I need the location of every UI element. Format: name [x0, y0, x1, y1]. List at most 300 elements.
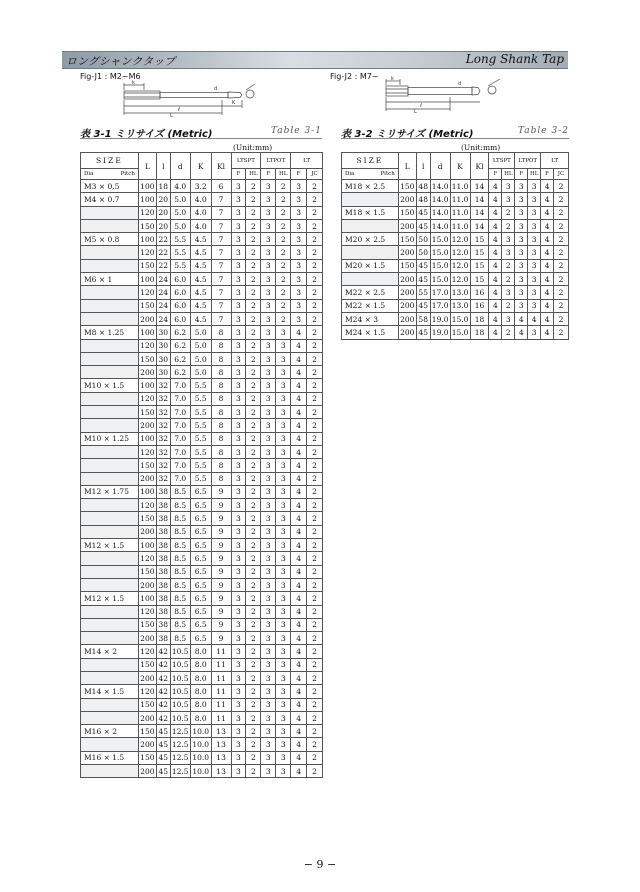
- value-cell: 7: [211, 219, 231, 232]
- value-cell: 4: [291, 419, 307, 432]
- value-cell: 3: [261, 725, 276, 738]
- table2-body: [342, 180, 569, 340]
- value-cell: 2: [276, 219, 291, 232]
- value-cell: 3: [261, 286, 276, 299]
- table-row: [342, 219, 569, 232]
- value-cell: 6.5: [190, 512, 211, 525]
- value-cell: 3: [502, 246, 515, 259]
- value-cell: 4: [291, 565, 307, 578]
- value-cell: 11.0: [450, 193, 470, 206]
- size-cell: M6 × 1: [81, 273, 139, 286]
- value-cell: 42: [156, 671, 170, 684]
- value-cell: 8.0: [190, 658, 211, 671]
- value-cell: 2: [307, 578, 323, 591]
- value-cell: 3: [291, 180, 307, 193]
- value-cell: 3: [528, 246, 541, 259]
- col-l-header: l: [156, 153, 170, 180]
- value-cell: 3: [502, 193, 515, 206]
- table-row: [81, 339, 323, 352]
- value-cell: 3: [276, 432, 291, 445]
- value-cell: 120: [138, 339, 156, 352]
- value-cell: 32: [156, 419, 170, 432]
- size-cell: [81, 445, 139, 458]
- value-cell: 5.5: [170, 246, 190, 259]
- value-cell: 10.0: [190, 751, 211, 764]
- value-cell: 6.2: [170, 339, 190, 352]
- value-cell: 3: [276, 339, 291, 352]
- value-cell: 2: [307, 499, 323, 512]
- value-cell: 32: [156, 472, 170, 485]
- value-cell: 3: [276, 485, 291, 498]
- value-cell: 2: [307, 539, 323, 552]
- col-dia-pitch-header: [81, 169, 139, 180]
- value-cell: 2: [554, 326, 569, 339]
- value-cell: 7: [211, 193, 231, 206]
- value-cell: 200: [138, 419, 156, 432]
- value-cell: 3: [528, 286, 541, 299]
- value-cell: 2: [307, 286, 323, 299]
- value-cell: 45: [416, 273, 430, 286]
- value-cell: 8: [211, 366, 231, 379]
- value-cell: 2: [307, 751, 323, 764]
- value-cell: 3: [261, 312, 276, 325]
- value-cell: 3: [261, 339, 276, 352]
- value-cell: 3: [231, 246, 246, 259]
- size-cell: [81, 219, 139, 232]
- value-cell: 4: [291, 339, 307, 352]
- table-row: [81, 206, 323, 219]
- value-cell: 9: [211, 552, 231, 565]
- value-cell: 2: [276, 259, 291, 272]
- col-group-lt: LT: [291, 153, 323, 169]
- value-cell: 22: [156, 233, 170, 246]
- col-l-header: l: [416, 153, 430, 180]
- value-cell: 3: [261, 419, 276, 432]
- value-cell: 11.0: [450, 219, 470, 232]
- size-cell: M20 × 1.5: [342, 259, 399, 272]
- value-cell: 2: [502, 219, 515, 232]
- value-cell: 2: [276, 206, 291, 219]
- value-cell: 2: [554, 286, 569, 299]
- table-row: [81, 539, 323, 552]
- value-cell: 2: [276, 193, 291, 206]
- value-cell: 4: [291, 525, 307, 538]
- value-cell: 2: [246, 685, 261, 698]
- value-cell: 3: [291, 299, 307, 312]
- value-cell: 3: [528, 273, 541, 286]
- size-cell: M24 × 1.5: [342, 326, 399, 339]
- table-row: [81, 671, 323, 684]
- value-cell: 2: [246, 193, 261, 206]
- value-cell: 200: [398, 246, 416, 259]
- value-cell: 3: [515, 259, 528, 272]
- value-cell: 8: [211, 459, 231, 472]
- value-cell: 4: [489, 233, 502, 246]
- value-cell: 10.5: [170, 685, 190, 698]
- value-cell: 150: [138, 698, 156, 711]
- value-cell: 3: [515, 219, 528, 232]
- value-cell: 4: [291, 632, 307, 645]
- value-cell: 2: [246, 552, 261, 565]
- size-cell: M12 × 1.5: [81, 592, 139, 605]
- value-cell: 3: [276, 578, 291, 591]
- value-cell: 14: [470, 180, 489, 193]
- value-cell: 8.5: [170, 632, 190, 645]
- value-cell: 20: [156, 206, 170, 219]
- value-cell: 200: [398, 219, 416, 232]
- value-cell: 13.0: [450, 299, 470, 312]
- table-row: [81, 605, 323, 618]
- value-cell: 2: [554, 312, 569, 325]
- value-cell: 7: [211, 206, 231, 219]
- value-cell: 2: [246, 539, 261, 552]
- value-cell: 14: [470, 193, 489, 206]
- value-cell: 2: [307, 512, 323, 525]
- value-cell: 3: [231, 379, 246, 392]
- value-cell: 2: [276, 312, 291, 325]
- value-cell: 150: [138, 565, 156, 578]
- value-cell: 2: [246, 485, 261, 498]
- value-cell: 200: [398, 326, 416, 339]
- value-cell: 6.5: [190, 525, 211, 538]
- value-cell: 4: [291, 326, 307, 339]
- value-cell: 5.0: [170, 219, 190, 232]
- table-row: [81, 406, 323, 419]
- value-cell: 2: [246, 246, 261, 259]
- pitch-label: Pitch: [120, 171, 135, 177]
- value-cell: 200: [138, 711, 156, 724]
- value-cell: 100: [138, 539, 156, 552]
- size-cell: [81, 738, 139, 751]
- value-cell: 5.5: [190, 392, 211, 405]
- size-cell: M20 × 2.5: [342, 233, 399, 246]
- value-cell: 4: [291, 671, 307, 684]
- value-cell: 38: [156, 632, 170, 645]
- value-cell: 13: [211, 738, 231, 751]
- value-cell: 100: [138, 193, 156, 206]
- value-cell: 5.0: [170, 206, 190, 219]
- table2: [341, 152, 569, 340]
- value-cell: 3: [231, 671, 246, 684]
- dia-label: Dia: [345, 171, 355, 177]
- value-cell: 2: [307, 406, 323, 419]
- value-cell: 2: [307, 765, 323, 778]
- table-row: [342, 259, 569, 272]
- value-cell: 2: [307, 618, 323, 631]
- table-row: [81, 565, 323, 578]
- value-cell: 3: [261, 379, 276, 392]
- value-cell: 3: [276, 419, 291, 432]
- value-cell: 7.0: [170, 472, 190, 485]
- value-cell: 3: [231, 472, 246, 485]
- value-cell: 2: [307, 419, 323, 432]
- value-cell: 200: [138, 472, 156, 485]
- value-cell: 2: [246, 366, 261, 379]
- value-cell: 45: [156, 725, 170, 738]
- value-cell: 3: [231, 352, 246, 365]
- value-cell: 32: [156, 445, 170, 458]
- value-cell: 16: [470, 299, 489, 312]
- value-cell: 3: [502, 233, 515, 246]
- value-cell: 20: [156, 193, 170, 206]
- size-cell: M14 × 2: [81, 645, 139, 658]
- value-cell: 3: [261, 259, 276, 272]
- value-cell: 3: [276, 738, 291, 751]
- table-row: [81, 499, 323, 512]
- value-cell: 3: [231, 193, 246, 206]
- table-row: [81, 685, 323, 698]
- col-F2-header: F: [261, 169, 276, 180]
- value-cell: 200: [138, 312, 156, 325]
- value-cell: 15: [470, 259, 489, 272]
- value-cell: 2: [554, 193, 569, 206]
- value-cell: 3: [528, 193, 541, 206]
- value-cell: 6: [211, 180, 231, 193]
- value-cell: 32: [156, 379, 170, 392]
- value-cell: 200: [138, 671, 156, 684]
- col-F1-header: F: [489, 169, 502, 180]
- value-cell: 2: [246, 286, 261, 299]
- value-cell: 3: [276, 698, 291, 711]
- value-cell: 2: [246, 499, 261, 512]
- size-cell: M5 × 0.8: [81, 233, 139, 246]
- table-row: [81, 432, 323, 445]
- value-cell: 4.5: [190, 259, 211, 272]
- value-cell: 50: [416, 233, 430, 246]
- value-cell: 3: [231, 286, 246, 299]
- value-cell: 200: [138, 765, 156, 778]
- value-cell: 8: [211, 339, 231, 352]
- value-cell: 3: [291, 233, 307, 246]
- size-cell: M12 × 1.5: [81, 539, 139, 552]
- col-JC-header: JC: [307, 169, 323, 180]
- value-cell: 48: [416, 180, 430, 193]
- value-cell: 3: [231, 326, 246, 339]
- size-cell: [81, 312, 139, 325]
- size-cell: [81, 206, 139, 219]
- value-cell: 3: [528, 180, 541, 193]
- table-row: [81, 366, 323, 379]
- value-cell: 32: [156, 406, 170, 419]
- value-cell: 3: [276, 379, 291, 392]
- value-cell: 4: [291, 539, 307, 552]
- value-cell: 22: [156, 246, 170, 259]
- value-cell: 24: [156, 299, 170, 312]
- value-cell: 3.2: [190, 180, 211, 193]
- value-cell: 6.2: [170, 326, 190, 339]
- value-cell: 6.5: [190, 565, 211, 578]
- value-cell: 4: [541, 299, 554, 312]
- value-cell: 42: [156, 711, 170, 724]
- value-cell: 38: [156, 565, 170, 578]
- col-K-header: K: [450, 153, 470, 180]
- value-cell: 15.0: [450, 312, 470, 325]
- value-cell: 3: [276, 472, 291, 485]
- value-cell: 2: [307, 658, 323, 671]
- value-cell: 3: [276, 459, 291, 472]
- table-row: [342, 193, 569, 206]
- value-cell: 4: [541, 312, 554, 325]
- table-row: [342, 286, 569, 299]
- value-cell: 11.0: [450, 180, 470, 193]
- value-cell: 3: [261, 658, 276, 671]
- value-cell: 2: [554, 206, 569, 219]
- value-cell: 8.0: [190, 671, 211, 684]
- value-cell: 48: [416, 193, 430, 206]
- value-cell: 3: [231, 685, 246, 698]
- value-cell: 4: [291, 499, 307, 512]
- size-cell: [81, 259, 139, 272]
- value-cell: 3: [515, 233, 528, 246]
- value-cell: 3: [515, 180, 528, 193]
- value-cell: 3: [291, 273, 307, 286]
- value-cell: 5.5: [190, 419, 211, 432]
- value-cell: 4.0: [190, 193, 211, 206]
- value-cell: 15: [470, 246, 489, 259]
- value-cell: 5.5: [170, 259, 190, 272]
- value-cell: 100: [138, 326, 156, 339]
- value-cell: 38: [156, 499, 170, 512]
- value-cell: 3: [502, 312, 515, 325]
- size-cell: M8 × 1.25: [81, 326, 139, 339]
- value-cell: 15.0: [430, 259, 450, 272]
- value-cell: 100: [138, 485, 156, 498]
- value-cell: 3: [231, 592, 246, 605]
- value-cell: 3: [515, 193, 528, 206]
- value-cell: 2: [276, 233, 291, 246]
- value-cell: 38: [156, 539, 170, 552]
- value-cell: 2: [307, 645, 323, 658]
- value-cell: 3: [231, 312, 246, 325]
- value-cell: 2: [502, 299, 515, 312]
- value-cell: 3: [231, 539, 246, 552]
- value-cell: 18: [470, 312, 489, 325]
- value-cell: 3: [276, 366, 291, 379]
- value-cell: 45: [416, 259, 430, 272]
- value-cell: 3: [231, 499, 246, 512]
- table2-unit: (Unit:mm): [461, 143, 501, 152]
- value-cell: 6.5: [190, 592, 211, 605]
- value-cell: 3: [231, 259, 246, 272]
- value-cell: 3: [231, 725, 246, 738]
- value-cell: 8: [211, 419, 231, 432]
- value-cell: 120: [138, 552, 156, 565]
- value-cell: 2: [246, 180, 261, 193]
- value-cell: 3: [261, 499, 276, 512]
- value-cell: 2: [246, 605, 261, 618]
- value-cell: 10.5: [170, 671, 190, 684]
- value-cell: 120: [138, 246, 156, 259]
- value-cell: 2: [307, 312, 323, 325]
- value-cell: 3: [231, 339, 246, 352]
- value-cell: 2: [246, 525, 261, 538]
- value-cell: 18: [156, 180, 170, 193]
- value-cell: 2: [307, 605, 323, 618]
- dia-label: Dia: [84, 171, 94, 177]
- table-row: [81, 273, 323, 286]
- value-cell: 3: [261, 552, 276, 565]
- table-row: [342, 206, 569, 219]
- value-cell: 200: [398, 193, 416, 206]
- value-cell: 4: [528, 312, 541, 325]
- table-row: [81, 725, 323, 738]
- value-cell: 100: [138, 180, 156, 193]
- table-row: [81, 259, 323, 272]
- table-row: [81, 485, 323, 498]
- value-cell: 120: [138, 392, 156, 405]
- value-cell: 150: [138, 725, 156, 738]
- value-cell: 4: [541, 206, 554, 219]
- value-cell: 14: [470, 219, 489, 232]
- value-cell: 200: [138, 738, 156, 751]
- value-cell: 14.0: [430, 206, 450, 219]
- value-cell: 2: [307, 299, 323, 312]
- value-cell: 3: [231, 751, 246, 764]
- value-cell: 2: [246, 259, 261, 272]
- value-cell: 4: [291, 711, 307, 724]
- value-cell: 2: [307, 632, 323, 645]
- value-cell: 19.0: [430, 326, 450, 339]
- col-F3-header: F: [541, 169, 554, 180]
- svg-text:K: K: [232, 100, 236, 106]
- value-cell: 8.5: [170, 592, 190, 605]
- table-row: [342, 180, 569, 193]
- size-cell: [81, 299, 139, 312]
- value-cell: 11: [211, 698, 231, 711]
- col-dia-pitch-header: [342, 169, 399, 180]
- value-cell: 10.5: [170, 711, 190, 724]
- value-cell: 2: [307, 233, 323, 246]
- value-cell: 100: [138, 273, 156, 286]
- value-cell: 100: [138, 379, 156, 392]
- table-row: [81, 698, 323, 711]
- value-cell: 38: [156, 592, 170, 605]
- value-cell: 3: [276, 711, 291, 724]
- value-cell: 12.5: [170, 751, 190, 764]
- value-cell: 4: [541, 233, 554, 246]
- value-cell: 2: [307, 259, 323, 272]
- value-cell: 14.0: [430, 193, 450, 206]
- svg-text:L: L: [414, 109, 417, 114]
- value-cell: 50: [416, 246, 430, 259]
- value-cell: 45: [156, 751, 170, 764]
- value-cell: 200: [398, 299, 416, 312]
- size-cell: [81, 698, 139, 711]
- size-cell: [81, 339, 139, 352]
- value-cell: 5.0: [190, 339, 211, 352]
- value-cell: 3: [291, 312, 307, 325]
- value-cell: 200: [138, 632, 156, 645]
- col-group-ltspt: LTSPT: [231, 153, 261, 169]
- value-cell: 2: [246, 445, 261, 458]
- value-cell: 2: [246, 299, 261, 312]
- size-cell: [342, 273, 399, 286]
- value-cell: 4: [291, 445, 307, 458]
- value-cell: 150: [138, 299, 156, 312]
- value-cell: 2: [307, 738, 323, 751]
- value-cell: 3: [502, 286, 515, 299]
- value-cell: 8: [211, 472, 231, 485]
- value-cell: 3: [261, 512, 276, 525]
- value-cell: 3: [261, 525, 276, 538]
- size-cell: [342, 193, 399, 206]
- value-cell: 12.5: [170, 725, 190, 738]
- value-cell: 3: [231, 445, 246, 458]
- value-cell: 5.0: [190, 326, 211, 339]
- value-cell: 3: [231, 618, 246, 631]
- value-cell: 3: [231, 366, 246, 379]
- value-cell: 3: [528, 219, 541, 232]
